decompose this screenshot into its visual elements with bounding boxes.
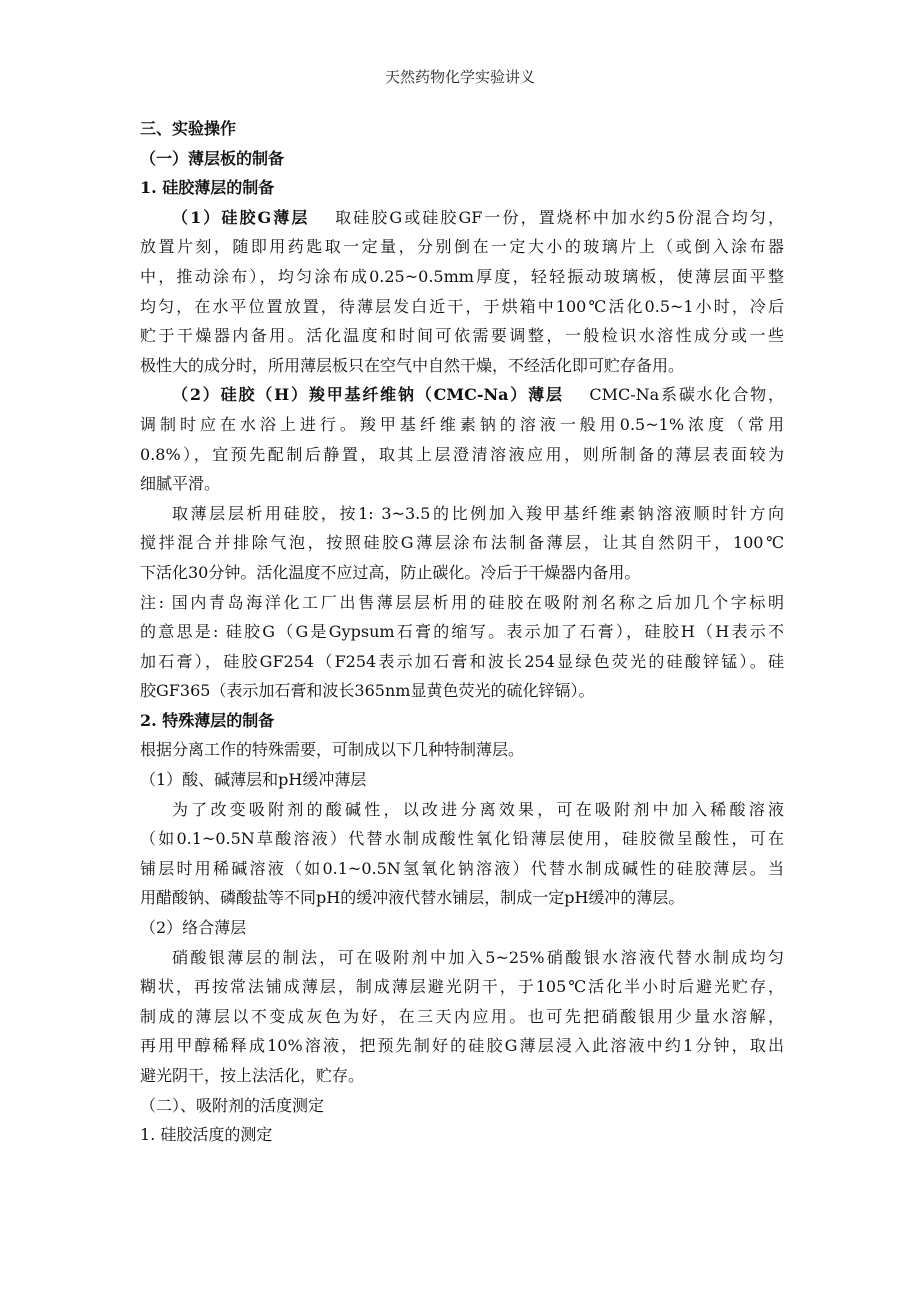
paragraph-line: 细腻平滑。 [140,474,221,494]
item-heading: （2）络合薄层 [140,918,247,938]
paragraph-line: 放置片刻，随即用药匙取一定量，分别倒在一定大小的玻璃片上（或倒入涂布器 [140,237,784,257]
paragraph-line: 根据分离工作的特殊需要，可制成以下几种特制薄层。 [140,740,525,760]
run-in-heading: （1）硅胶G薄层 [172,207,310,227]
paragraph-line: 的意思是: 硅胶G（G是Gypsum石膏的缩写。表示加了石膏），硅胶H（H表示不 [140,622,784,642]
subsubsection-heading: 1. 硅胶活度的测定 [140,1125,273,1145]
paragraph-line: 硝酸银薄层的制法，可在吸附剂中加入5~25%硝酸银水溶液代替水制成均匀 [172,947,784,967]
paragraph-line: 铺层时用稀碱溶液（如0.1~0.5N氢氧化钠溶液）代替水制成碱性的硅胶薄层。当 [140,858,784,878]
paragraph-line: （2）硅胶（H）羧甲基纤维钠（CMC-Na）薄层 CMC-Na系碳水化合物， [172,385,784,405]
paragraph-line: 避光阴干，按上法活化，贮存。 [140,1066,365,1085]
document-body [140,114,784,1150]
subsection-heading: （二）、吸附剂的活度测定 [140,1095,325,1115]
subsubsection-heading: 2. 特殊薄层的制备 [140,710,275,730]
paragraph-complex [140,943,784,1091]
paragraph-line: 调制时应在水浴上进行。羧甲基纤维素钠的溶液一般用0.5~1%浓度（常用 [140,414,784,434]
paragraph-line: 贮于干燥器内备用。活化温度和时间可依需要调整，一般检识水溶性成分或一些 [140,326,784,346]
paragraph-line: 中，推动涂布），均匀涂布成0.25~0.5mm厚度，轻轻振动玻璃板，使薄层面平整 [140,266,784,286]
section-heading: 三、实验操作 [140,119,237,138]
paragraph-line: （1）硅胶G薄层 取硅胶G或硅胶GF一份，置烧杯中加水约5份混合均匀， [172,207,784,227]
paragraph-line: 取薄层层析用硅胶，按1: 3~3.5的比例加入羧甲基纤维素钠溶液顺时针方向 [172,503,784,523]
subsubsection-heading: 1. 硅胶薄层的制备 [140,178,275,198]
paragraph-line: 搅拌混合并排除气泡，按照硅胶G薄层涂布法制备薄层，让其自然阴干，100℃ [140,533,784,553]
paragraph-line: 加石膏），硅胶GF254（F254表示加石膏和波长254显绿色荧光的硅酸锌锰）。硅 [140,651,784,671]
subsection-heading: （一）薄层板的制备 [140,148,285,168]
paragraph-silica-g [140,203,784,381]
paragraph-cmc-na [140,380,784,498]
run-in-heading: （2）硅胶（H）羧甲基纤维钠（CMC-Na）薄层 [172,385,564,405]
paragraph-line: 注: 国内青岛海洋化工厂出售薄层层析用的硅胶在吸附剂名称之后加几个字标明 [140,592,784,612]
paragraph-line: 下活化30分钟。活化温度不应过高，防止碳化。冷后于干燥器内备用。 [140,562,641,582]
paragraph-line: 用醋酸钠、磷酸盐等不同pH的缓冲液代替水铺层，制成一定pH缓冲的薄层。 [140,888,685,908]
paragraph-line: 糊状，再按常法铺成薄层，制成薄层避光阴干，于105℃活化半小时后避光贮存， [140,977,784,997]
paragraph-procedure [140,499,784,588]
running-header: 天然药物化学实验讲义 [384,68,535,86]
note-paragraph [140,588,784,706]
paragraph-line: 均匀，在水平位置放置，待薄层发白近干，于烘箱中100℃活化0.5~1小时，冷后 [140,296,784,316]
paragraph-line: 胶GF365（表示加石膏和波长365nm显黄色荧光的硫化锌镉）。 [140,681,595,701]
paragraph-line: 制成的薄层以不变成灰色为好，在三天内应用。也可先把硝酸银用少量水溶解， [140,1006,784,1026]
paragraph-line: 极性大的成分时，所用薄层板只在空气中自然干燥，不经活化即可贮存备用。 [140,355,685,375]
paragraph-acid-base [140,795,784,913]
paragraph-line: 再用甲醇稀释成10%溶液，把预先制好的硅胶G薄层浸入此溶液中约1分钟，取出 [140,1036,784,1056]
paragraph-line: 为了改变吸附剂的酸碱性，以改进分离效果，可在吸附剂中加入稀酸溶液 [172,799,784,819]
paragraph-line: （如0.1~0.5N草酸溶液）代替水制成酸性氧化铅薄层使用，硅胶微呈酸性，可在 [140,829,784,849]
paragraph-line: 0.8%），宜预先配制后静置，取其上层澄清溶液应用，则所制备的薄层表面较为 [140,444,784,464]
item-heading: （1）酸、碱薄层和pH缓冲薄层 [140,770,367,790]
